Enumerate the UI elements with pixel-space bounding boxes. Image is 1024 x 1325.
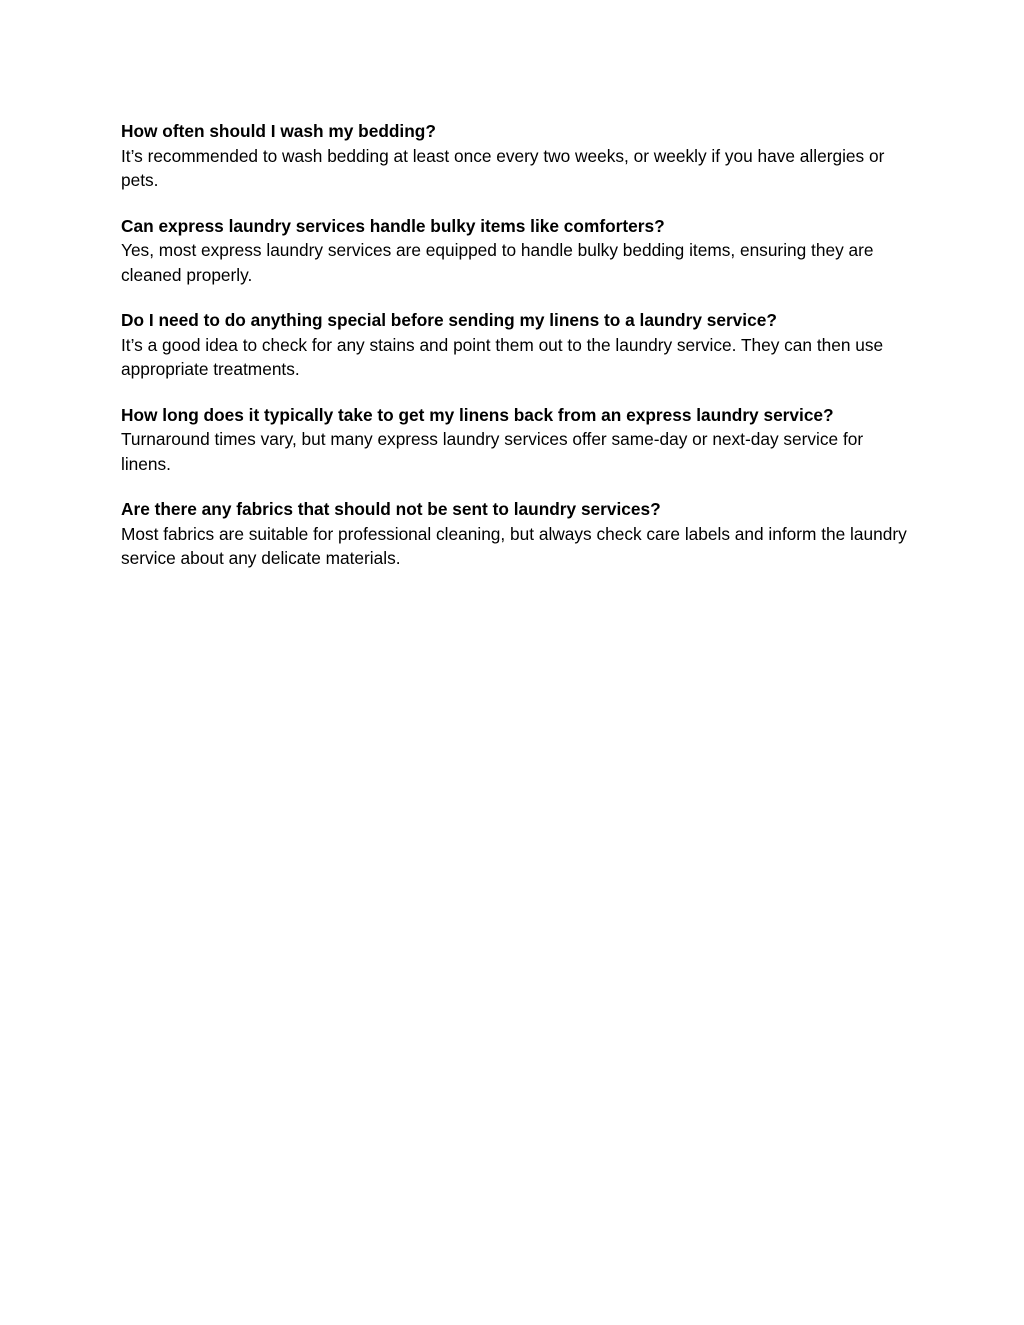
faq-answer: Yes, most express laundry services are equipped to handle bulky bedding items, ensuring they are cleaned properly. (121, 240, 874, 285)
faq-answer: It’s recommended to wash bedding at least once every two weeks, or weekly if you have allergies or pets. (121, 145, 885, 190)
faq-answer: It’s a good idea to check for any stains and point them out to the laundry service. They can then use appropriate treatments. (121, 334, 884, 379)
faq-item (121, 214, 911, 288)
faq-answer: Turnaround times vary, but many express laundry services offer same-day or next-day service for linens. (121, 429, 864, 474)
faq-question: Are there any fabrics that should not be sent to laundry services? (121, 499, 661, 519)
faq-question: Do I need to do anything special before sending my linens to a laundry service? (121, 310, 777, 330)
faq-answer: Most fabrics are suitable for professional cleaning, but always check care labels and inform the laundry service about any delicate materials. (121, 523, 907, 568)
faq-item (121, 119, 911, 193)
faq-question: How often should I wash my bedding? (121, 121, 436, 141)
faq-question: How long does it typically take to get my linens back from an express laundry service? (121, 404, 834, 425)
faq-question: Can express laundry services handle bulky items like comforters? (121, 215, 665, 236)
faq-item (121, 497, 911, 571)
faq-item (121, 308, 911, 382)
faq-item (121, 403, 911, 477)
document-page (121, 119, 911, 592)
